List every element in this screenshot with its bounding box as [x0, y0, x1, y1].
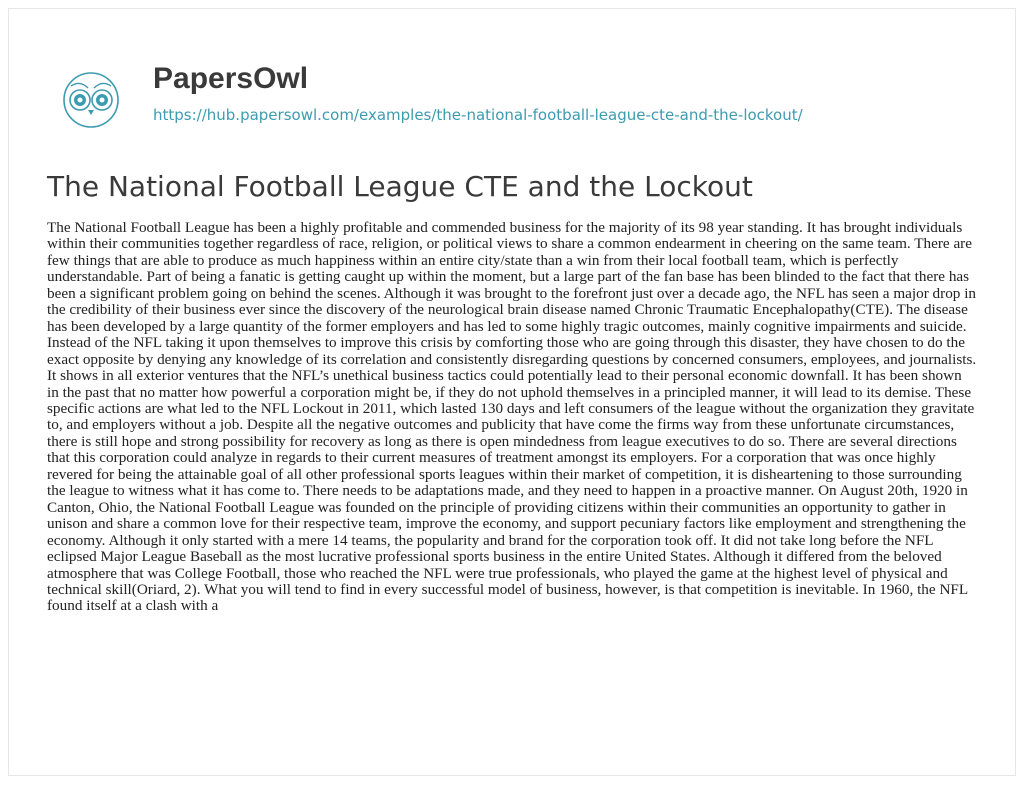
document-title: The National Football League CTE and the Lockout — [47, 170, 753, 203]
document-body: The National Football League has been a highly profitable and commended business for the majority of its 98 year standing. It has brought individuals within their communities together regardless of race, religion, or political views to share a common endearment in cheering on the same team. There are few things that are able to produce as much happiness within an entire city/state than a win from their local football team, which is perfectly understandable. Part of being a fanatic is getting caught up within the moment, but a large part of the fan base has been blinded to the fact that there has been a significant problem going on behind the scenes. Although it was brought to the forefront just over a decade ago, the NFL has seen a major drop in the credibility of their business ever since the discovery of the neurological brain disease named Chronic Traumatic Encephalopathy(CTE). The disease has been developed by a large quantity of the former employers and has led to some highly tragic outcomes, mainly cognitive impairments and suicide. Instead of the NFL taking it upon themselves to improve this crisis by comforting those who are going through this disaster, they have chosen to do the exact opposite by denying any knowledge of its correlation and consistently disregarding questions by concerned consumers, employees, and journalists. It shows in all exterior ventures that the NFL’s unethical business tactics could potentially lead to their personal economic downfall. It has been shown in the past that no matter how powerful a corporation might be, if they do not uphold themselves in a principled manner, it will lead to its demise. These specific actions are what led to the NFL Lockout in 2011, which lasted 130 days and left consumers of the league without the organization they gravitate to, and employers without a job. Despite all the negative outcomes and publicity that have come the firms way from these unfortunate circumstances, there is still hope and strong possibility for recovery as long as there is open mindedness from league executives to do so. There are several directions that this corporation could analyze in regards to their current measures of treatment amongst its employers. For a corporation that was once highly revered for being the attainable goal of all other professional sports leagues within their market of competition, it is disheartening to those surrounding the league to witness what it has come to. There needs to be adaptations made, and they need to happen in a proactive manner. On August 20th, 1920 in Canton, Ohio, the National Football League was founded on the principle of providing citizens within their communities an opportunity to gather in unison and share a common love for their respective team, improve the economy, and support pecuniary factors like employment and strengthening the economy. Although it only started with a mere 14 teams, the popularity and brand for the corporation took off. It did not take long before the NFL eclipsed Major League Baseball as the most lucrative professional sports business in the entire United States. Although it differed from the beloved atmosphere that was College Football, those who reached the NFL were true professionals, who played the game at the highest level of physical and technical skill(Oriard, 2). What you will tend to find in every successful model of business, however, is that competition is inevitable. In 1960, the NFL found itself at a clash with a — [47, 219, 977, 615]
source-url-link[interactable]: https://hub.papersowl.com/examples/the-national-football-league-cte-and-the-lockout/ — [153, 106, 803, 124]
brand-name: PapersOwl — [153, 62, 309, 95]
header — [47, 56, 977, 136]
owl-eyes-icon — [47, 68, 137, 158]
